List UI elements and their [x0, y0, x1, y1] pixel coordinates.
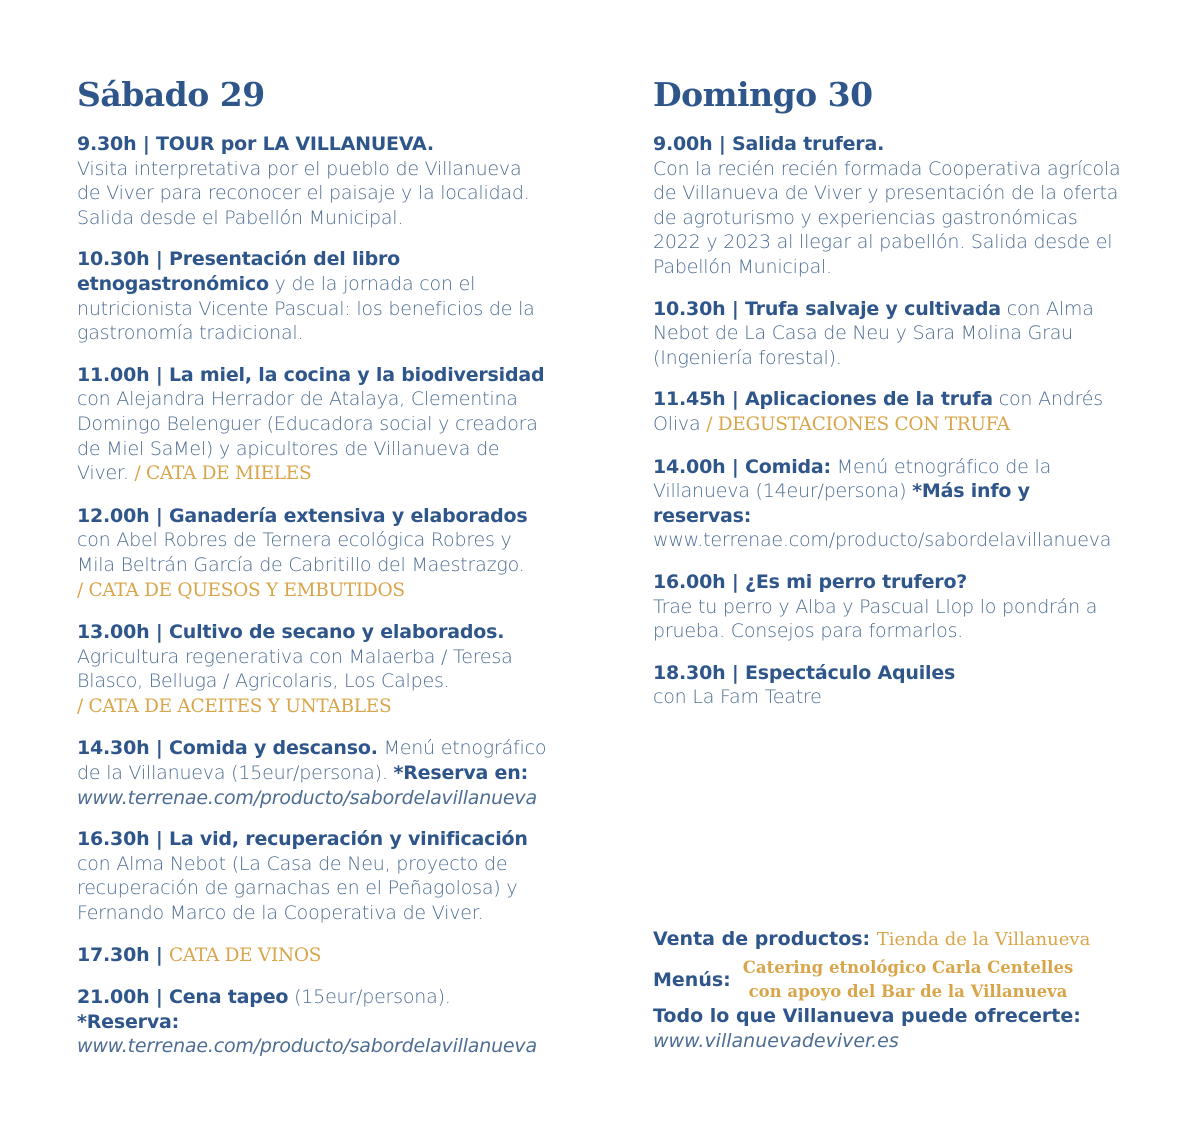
event-heading: 13.00h | Cultivo de secano y elaborados.	[77, 621, 505, 644]
event-body: con La Fam Teatre	[653, 686, 822, 709]
reservation-link[interactable]: www.terrenae.com/producto/sabordelavillanueva	[77, 786, 537, 809]
event-dryland	[77, 620, 547, 719]
event-heading: 10.30h | Trufa salvaje y cultivada	[653, 297, 1001, 320]
event-truffle-dog	[653, 570, 1123, 644]
product-sales	[653, 927, 1133, 952]
sunday-title: Domingo 30	[653, 75, 873, 114]
menus-value	[743, 956, 1073, 1004]
event-body: con Abel Robres de Ternera ecológica Robres y Mila Beltrán García de Cabritillo del Maestrazgo.	[77, 529, 525, 576]
event-heading: 14.00h | Comida:	[653, 455, 831, 478]
tasting-label: / CATA DE ACEITES Y UNTABLES	[77, 695, 392, 717]
reservation-link[interactable]: www.terrenae.com/producto/sabordelavillanueva	[77, 1035, 537, 1058]
menus-label: Menús:	[653, 968, 731, 991]
event-heading: 10.30h | Presentación del libro etnogastronómico	[77, 248, 401, 295]
event-show	[653, 661, 1123, 710]
event-heading: 14.30h | Comida y descanso.	[77, 737, 378, 760]
event-lunch	[77, 736, 547, 810]
event-body: Trae tu perro y Alba y Pascual Llop lo pondrán a prueba. Consejos para formarlos.	[653, 595, 1098, 643]
event-honey	[77, 363, 547, 487]
saturday-column	[77, 72, 547, 1076]
event-truffle-uses	[653, 387, 1123, 437]
event-livestock	[77, 504, 547, 603]
event-heading: 9.30h | TOUR por LA VILLANUEVA.	[77, 133, 434, 155]
event-wine-tasting	[77, 943, 547, 969]
menus-line-2: con apoyo del Bar de la Villanueva	[748, 982, 1068, 1001]
event-dinner	[77, 985, 547, 1059]
event-heading: 11.45h | Aplicaciones de la trufa	[653, 388, 993, 411]
footer-info	[653, 927, 1133, 1054]
event-heading: 16.30h | La vid, recuperación y vinificación	[77, 828, 528, 851]
event-heading: 16.00h | ¿Es mi perro trufero?	[653, 570, 968, 593]
event-book-presentation	[77, 247, 547, 345]
event-truffle-wild	[653, 297, 1123, 371]
event-body: y de la jornada con el nutricionista Vicente Pascual: los beneficios de la gastronomía tradicional.	[77, 272, 535, 345]
event-lunch	[653, 455, 1123, 553]
tasting-label: / CATA DE QUESOS Y EMBUTIDOS	[77, 579, 405, 601]
event-heading: 11.00h | La miel, la cocina y la biodiversidad	[77, 363, 545, 386]
event-tour	[77, 132, 547, 230]
event-heading: 18.30h | Espectáculo Aquiles	[653, 661, 956, 684]
event-body: Con la recién recién formada Cooperativa agrícola de Villanueva de Viver y presentación de la oferta de agroturismo y experiencias gastronómicas 2022 y 2023 al llegar al pabellón. Salida desde el Pabellón Municipal.	[653, 157, 1121, 278]
event-heading: 17.30h |	[77, 943, 169, 966]
sunday-column	[653, 72, 1123, 727]
reservation-label: *Reserva:	[77, 1010, 180, 1033]
product-sales-label: Venta de productos:	[653, 928, 877, 950]
menus-info	[653, 956, 1133, 1004]
event-body: (15eur/persona).	[288, 986, 451, 1009]
reservation-label: *Más info y reservas:	[653, 480, 1030, 527]
reservation-link[interactable]: www.terrenae.com/producto/sabordelavillanueva	[653, 529, 1112, 552]
tasting-label: / DEGUSTACIONES CON TRUFA	[706, 413, 1010, 435]
product-sales-value: Tienda de la Villanueva	[876, 929, 1091, 950]
event-heading: 21.00h | Cena tapeo	[77, 986, 289, 1009]
event-body: con Alejandra Herrador de Atalaya, Clementina Domingo Belenguer (Educadora social y creadora de Miel SaMel) y apicultores de Villanueva de Viver.	[77, 388, 538, 485]
menus-line-1: Catering etnológico Carla Centelles	[742, 958, 1074, 977]
event-body: Visita interpretativa por el pueblo de Villanueva de Viver para reconocer el paisaje y la localidad. Salida desde el Pabellón Municipal.	[77, 157, 530, 229]
event-body: con Alma Nebot de La Casa de Neu y Sara Molina Grau (Ingeniería forestal).	[653, 297, 1094, 369]
event-vine	[77, 827, 547, 925]
event-body: Menú etnográfico de la Villanueva (15eur/persona).	[77, 737, 547, 785]
saturday-title: Sábado 29	[77, 75, 265, 114]
event-body: con Andrés Oliva	[653, 388, 1103, 435]
website-link[interactable]: www.villanuevadeviver.es	[653, 1030, 899, 1052]
offer-label: Todo lo que Villanueva puede ofrecerte:	[653, 1005, 1081, 1027]
event-body: Agricultura regenerativa con Malaerba / Teresa Blasco, Belluga / Agricolaris, Los Calpes.	[77, 645, 513, 693]
tasting-label: CATA DE VINOS	[169, 944, 322, 966]
event-body: Menú etnográfico de la Villanueva (14eur/persona)	[653, 455, 1052, 503]
event-truffle-outing	[653, 132, 1123, 280]
reservation-label: *Reserva en:	[393, 762, 528, 785]
event-body: con Alma Nebot (La Casa de Neu, proyecto de recuperación de garnachas en el Peñagolosa) y Fernando Marco de la Cooperativa de Viver.	[77, 852, 518, 925]
tasting-label: / CATA DE MIELES	[134, 463, 312, 485]
event-heading: 9.00h | Salida trufera.	[653, 133, 885, 155]
event-heading: 12.00h | Ganadería extensiva y elaborados	[77, 504, 528, 527]
